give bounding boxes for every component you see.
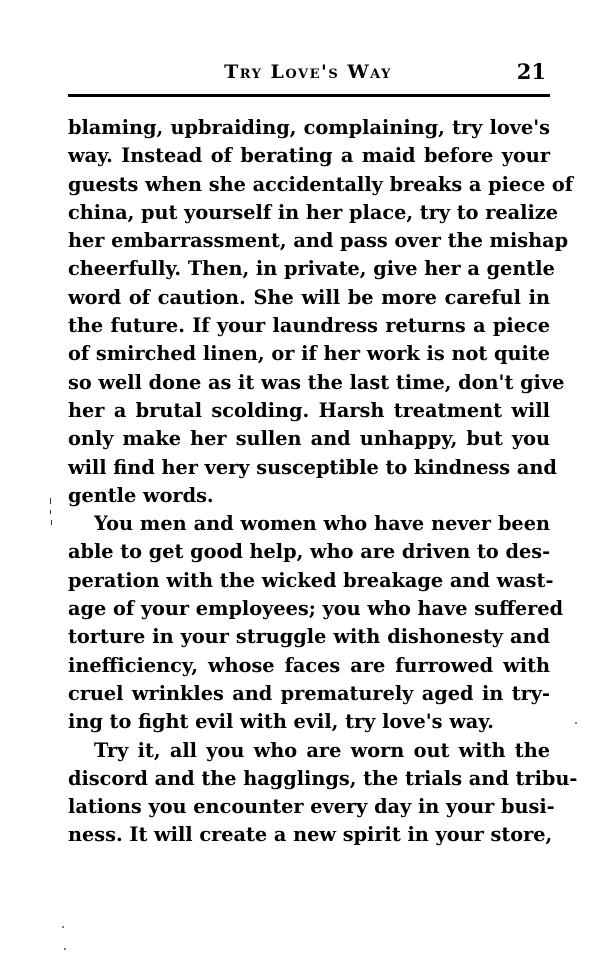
text-line: china, put yourself in her place, try to realize [68, 200, 559, 224]
scan-speck [575, 722, 577, 724]
page-number: 21 [516, 59, 546, 84]
paragraph-2 [68, 510, 564, 736]
text-line: the future. If your laundress returns a piece [68, 314, 550, 338]
text-line: gentle words. [68, 483, 214, 507]
text-line: of smirched linen, or if her work is not quite [68, 342, 550, 366]
text-line: You men and women who have never been [94, 512, 550, 536]
paragraph-3 [68, 737, 578, 850]
text-line: ing to fight evil with evil, try love's way. [68, 710, 494, 734]
running-title: Try Love's Way [224, 61, 392, 83]
text-line: torture in your struggle with dishonesty and [68, 625, 550, 649]
text-line: her embarrassment, and pass over the mishap [68, 229, 569, 253]
header-rule [68, 94, 550, 97]
scan-mark [51, 520, 52, 525]
scan-speck [64, 948, 66, 950]
running-head [68, 58, 548, 92]
text-line: so well done as it was the last time, don't give [68, 370, 565, 394]
text-line: word of caution. She will be more careful in [68, 285, 550, 309]
text-line: discord and the hagglings, the trials and tribu- [68, 766, 578, 790]
body-text [68, 114, 578, 850]
text-line: only make her sullen and unhappy, but you [68, 427, 550, 451]
text-line: lations you encounter every day in your busi- [68, 795, 555, 819]
paragraph-1 [68, 114, 574, 510]
text-line: her a brutal scolding. Harsh treatment will [68, 398, 550, 422]
text-line: cheerfully. Then, in private, give her a gentle [68, 257, 555, 281]
text-line: able to get good help, who are driven to des- [68, 540, 551, 564]
scan-speck [62, 926, 64, 928]
text-line: Try it, all you who are worn out with the [94, 738, 550, 762]
text-line: cruel wrinkles and prematurely aged in try- [68, 681, 550, 705]
scan-mark [50, 498, 51, 504]
text-line: way. Instead of berating a maid before your [68, 144, 550, 168]
text-line: guests when she accidentally breaks a piece of [68, 172, 574, 196]
text-line: blaming, upbraiding, complaining, try love's [68, 116, 550, 139]
text-line: age of your employees; you who have suffered [68, 597, 564, 621]
text-line: ness. It will create a new spirit in your store, [68, 823, 553, 847]
scan-mark [50, 510, 51, 514]
text-line: peration with the wicked breakage and wast- [68, 568, 554, 592]
text-line: inefficiency, whose faces are furrowed with [68, 653, 550, 677]
text-line: will find her very susceptible to kindness and [68, 455, 557, 479]
